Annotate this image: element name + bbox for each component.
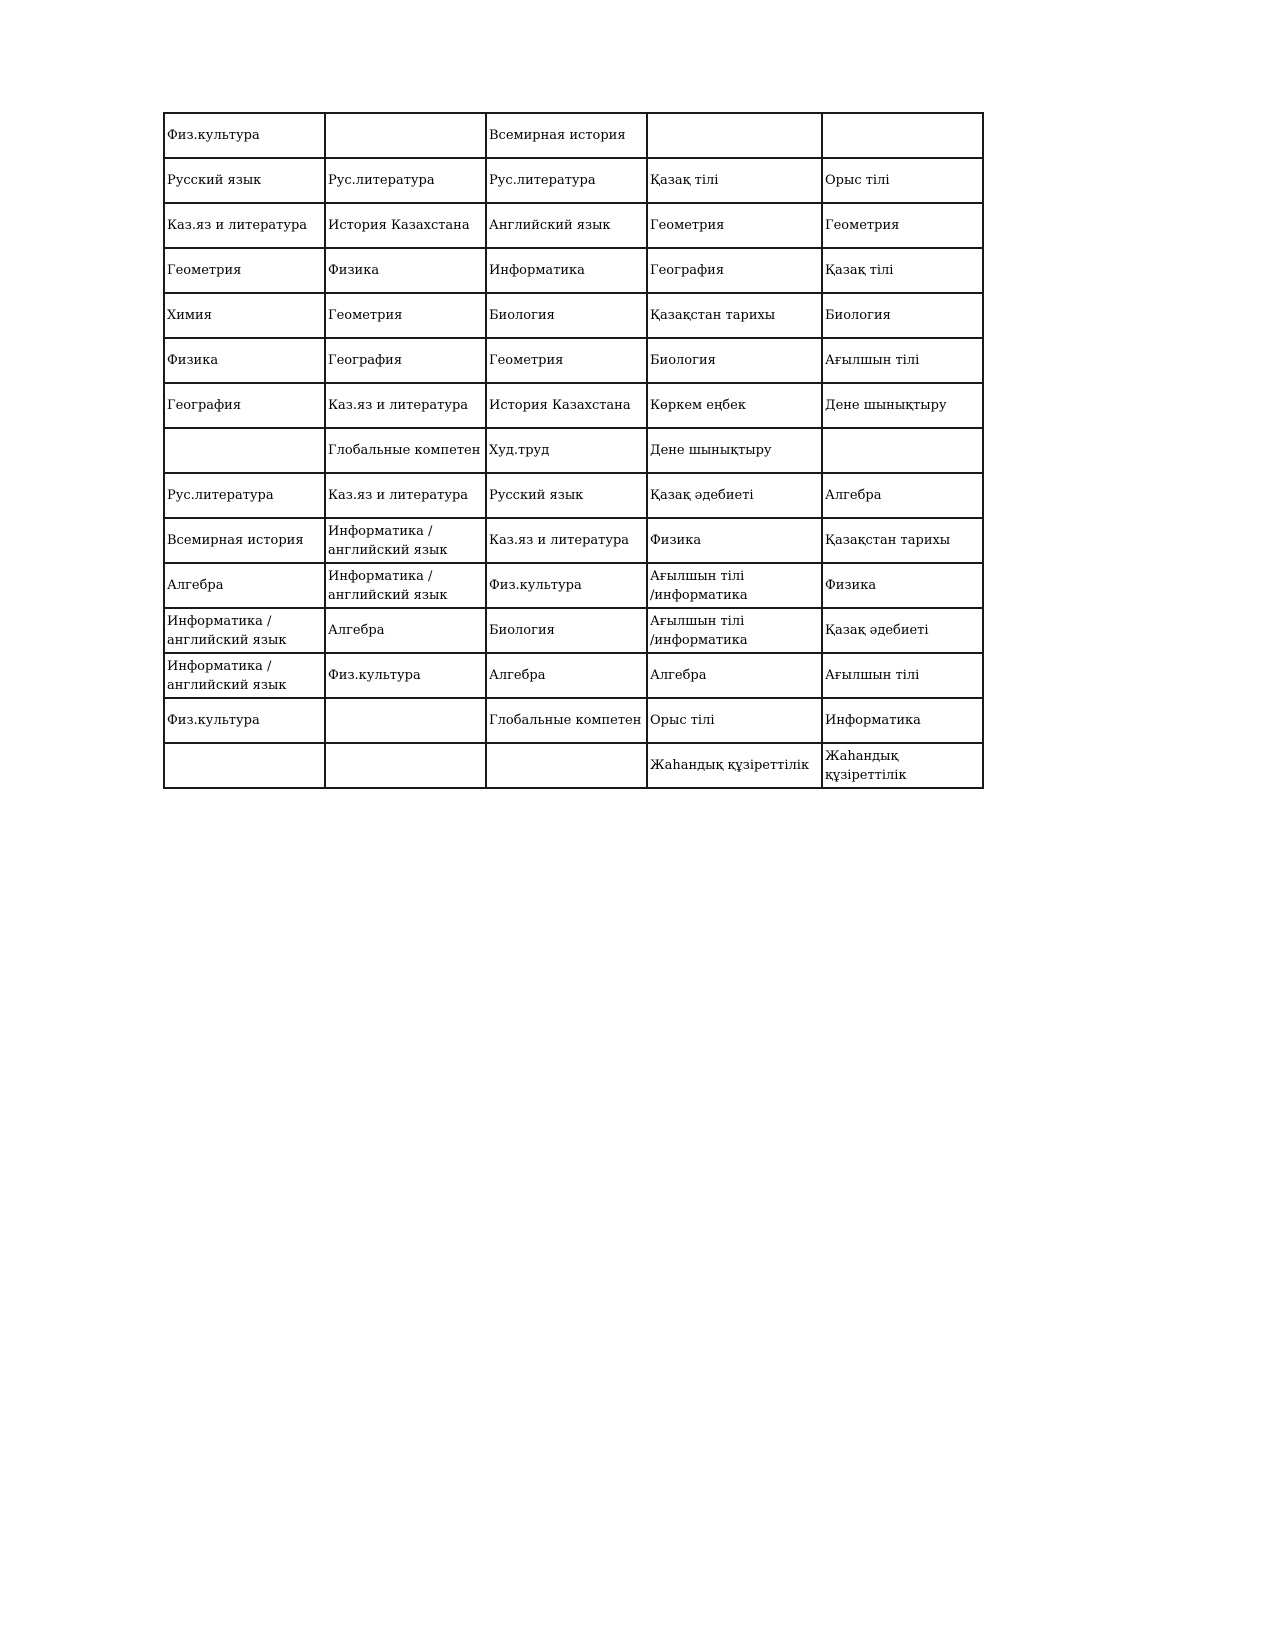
table-row [164, 158, 983, 203]
table-cell: Рус.литература [325, 158, 486, 203]
table-cell: Русский язык [486, 473, 647, 518]
table-cell: Информатика [822, 698, 983, 743]
table-cell: Физ.культура [486, 563, 647, 608]
table-cell: Қазақ әдебиеті [647, 473, 822, 518]
table-cell: Дене шынықтыру [822, 383, 983, 428]
table-cell: Информатика / английский язык [164, 653, 325, 698]
table-cell: Худ.труд [486, 428, 647, 473]
table-cell: Русский язык [164, 158, 325, 203]
table-cell: Информатика / английский язык [164, 608, 325, 653]
table-row [164, 383, 983, 428]
table-cell: Химия [164, 293, 325, 338]
table-cell [164, 428, 325, 473]
table-cell [164, 743, 325, 788]
table-cell: Жаһандық құзіреттілік [822, 743, 983, 788]
table-cell: Орыс тілі [647, 698, 822, 743]
table-cell: Биология [647, 338, 822, 383]
table-cell: Физ.культура [325, 653, 486, 698]
table-cell: Көркем еңбек [647, 383, 822, 428]
table-cell: Орыс тілі [822, 158, 983, 203]
schedule-table [163, 112, 984, 789]
table-cell: Алгебра [822, 473, 983, 518]
table-cell: География [325, 338, 486, 383]
table-cell: Всемирная история [486, 113, 647, 158]
table-cell: Қазақ тілі [822, 248, 983, 293]
table-cell: Алгебра [164, 563, 325, 608]
table-cell: Алгебра [647, 653, 822, 698]
table-cell: Физика [325, 248, 486, 293]
table-row [164, 338, 983, 383]
table-cell: Алгебра [486, 653, 647, 698]
table-cell: География [647, 248, 822, 293]
table-cell [325, 743, 486, 788]
table-cell: Геометрия [647, 203, 822, 248]
table-cell: Геометрия [822, 203, 983, 248]
table-row [164, 653, 983, 698]
table-cell: Қазақстан тарихы [822, 518, 983, 563]
table-cell: Английский язык [486, 203, 647, 248]
table-cell: Қазақ тілі [647, 158, 822, 203]
table-row [164, 293, 983, 338]
table-cell: Ағылшын тілі [822, 338, 983, 383]
table-row [164, 608, 983, 653]
table-row [164, 698, 983, 743]
table-cell: Информатика [486, 248, 647, 293]
table-cell [486, 743, 647, 788]
table-cell: Физ.культура [164, 113, 325, 158]
table-cell: Жаһандық құзіреттілік [647, 743, 822, 788]
table-cell: Геометрия [164, 248, 325, 293]
table-cell: Ағылшын тілі /информатика [647, 563, 822, 608]
table-cell [822, 428, 983, 473]
table-cell: Алгебра [325, 608, 486, 653]
table-cell: История Казахстана [486, 383, 647, 428]
table-cell: Геометрия [486, 338, 647, 383]
table-cell [822, 113, 983, 158]
table-cell: География [164, 383, 325, 428]
table-row [164, 518, 983, 563]
table-cell: Физика [164, 338, 325, 383]
table-cell: Каз.яз и литература [164, 203, 325, 248]
table-cell: Информатика / английский язык [325, 563, 486, 608]
table-row [164, 203, 983, 248]
table-cell: Всемирная история [164, 518, 325, 563]
table-row [164, 428, 983, 473]
table-row [164, 113, 983, 158]
table-cell: Дене шынықтыру [647, 428, 822, 473]
table-cell: Каз.яз и литература [325, 383, 486, 428]
table-cell: Геометрия [325, 293, 486, 338]
table-cell: История Казахстана [325, 203, 486, 248]
table-row [164, 743, 983, 788]
table-cell: Каз.яз и литература [486, 518, 647, 563]
table-cell: Физика [647, 518, 822, 563]
table-cell: Глобальные компетен [486, 698, 647, 743]
table-cell: Биология [486, 293, 647, 338]
table-row [164, 563, 983, 608]
table-cell: Рус.литература [486, 158, 647, 203]
table-cell: Рус.литература [164, 473, 325, 518]
table-cell: Физика [822, 563, 983, 608]
table-cell: Информатика / английский язык [325, 518, 486, 563]
table-cell: Каз.яз и литература [325, 473, 486, 518]
table-row [164, 473, 983, 518]
table-cell [325, 113, 486, 158]
table-cell: Ағылшын тілі [822, 653, 983, 698]
table-cell [647, 113, 822, 158]
schedule-table-body [164, 113, 983, 788]
table-cell: Биология [486, 608, 647, 653]
table-cell: Биология [822, 293, 983, 338]
table-cell: Қазақ әдебиеті [822, 608, 983, 653]
table-cell: Глобальные компетен [325, 428, 486, 473]
document-page [163, 112, 984, 789]
table-cell [325, 698, 486, 743]
table-cell: Физ.культура [164, 698, 325, 743]
table-cell: Қазақстан тарихы [647, 293, 822, 338]
table-row [164, 248, 983, 293]
table-cell: Ағылшын тілі /информатика [647, 608, 822, 653]
